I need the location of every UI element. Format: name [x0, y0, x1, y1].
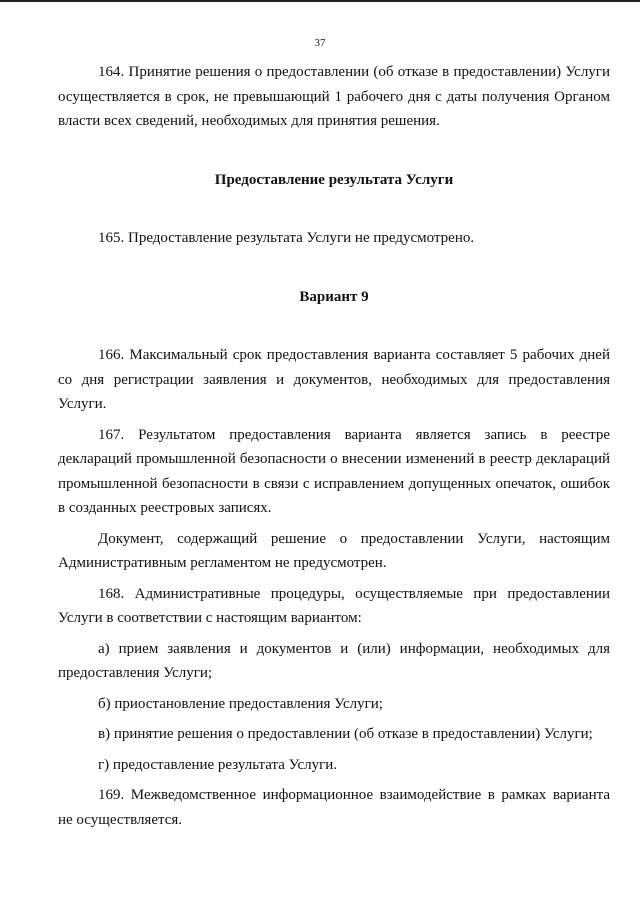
paragraph-167-document: Документ, содержащий решение о предоставлении Услуги, настоящим Административным регламентом не предусмотрен.	[58, 530, 610, 571]
paragraph-168-item-b: б) приостановление предоставления Услуги;	[98, 695, 383, 712]
paragraph-164: 164. Принятие решения о предоставлении (об отказе в предоставлении) Услуги осуществляется в срок, не превышающий 1 рабочего дня с даты получения Органом власти всех сведений, необходимых для принятия решения.	[58, 64, 610, 129]
paragraph-169: 169. Межведомственное информационное взаимодействие в рамках варианта не осуществляется.	[58, 787, 610, 828]
heading-variant-9: Вариант 9	[299, 288, 369, 305]
paragraph-168-item-d: г) предоставление результата Услуги.	[98, 756, 338, 773]
paragraph-168-item-a: а) прием заявления и документов и (или) информации, необходимых для предоставления Услуги;	[58, 640, 610, 681]
paragraph-168-item-c: в) принятие решения о предоставлении (об отказе в предоставлении) Услуги;	[98, 726, 593, 742]
paragraph-167: 167. Результатом предоставления варианта является запись в реестре деклараций промышленной безопасности о внесении изменений в реестр деклараций промышленной безопасности в связи с исправлением допущенных опечаток, ошибок в созданных реестровых записях.	[58, 426, 610, 516]
page-number: 37	[314, 37, 326, 49]
page-top-border	[0, 0, 640, 2]
paragraph-168: 168. Административные процедуры, осуществляемые при предоставлении Услуги в соответствии с настоящим вариантом:	[58, 585, 610, 626]
paragraph-166: 166. Максимальный срок предоставления варианта составляет 5 рабочих дней со дня регистрации заявления и документов, необходимых для предоставления Услуги.	[58, 347, 610, 412]
page-content	[58, 60, 610, 832]
paragraph-165: 165. Предоставление результата Услуги не предусмотрено.	[98, 230, 475, 246]
heading-result-provision: Предоставление результата Услуги	[214, 171, 454, 188]
